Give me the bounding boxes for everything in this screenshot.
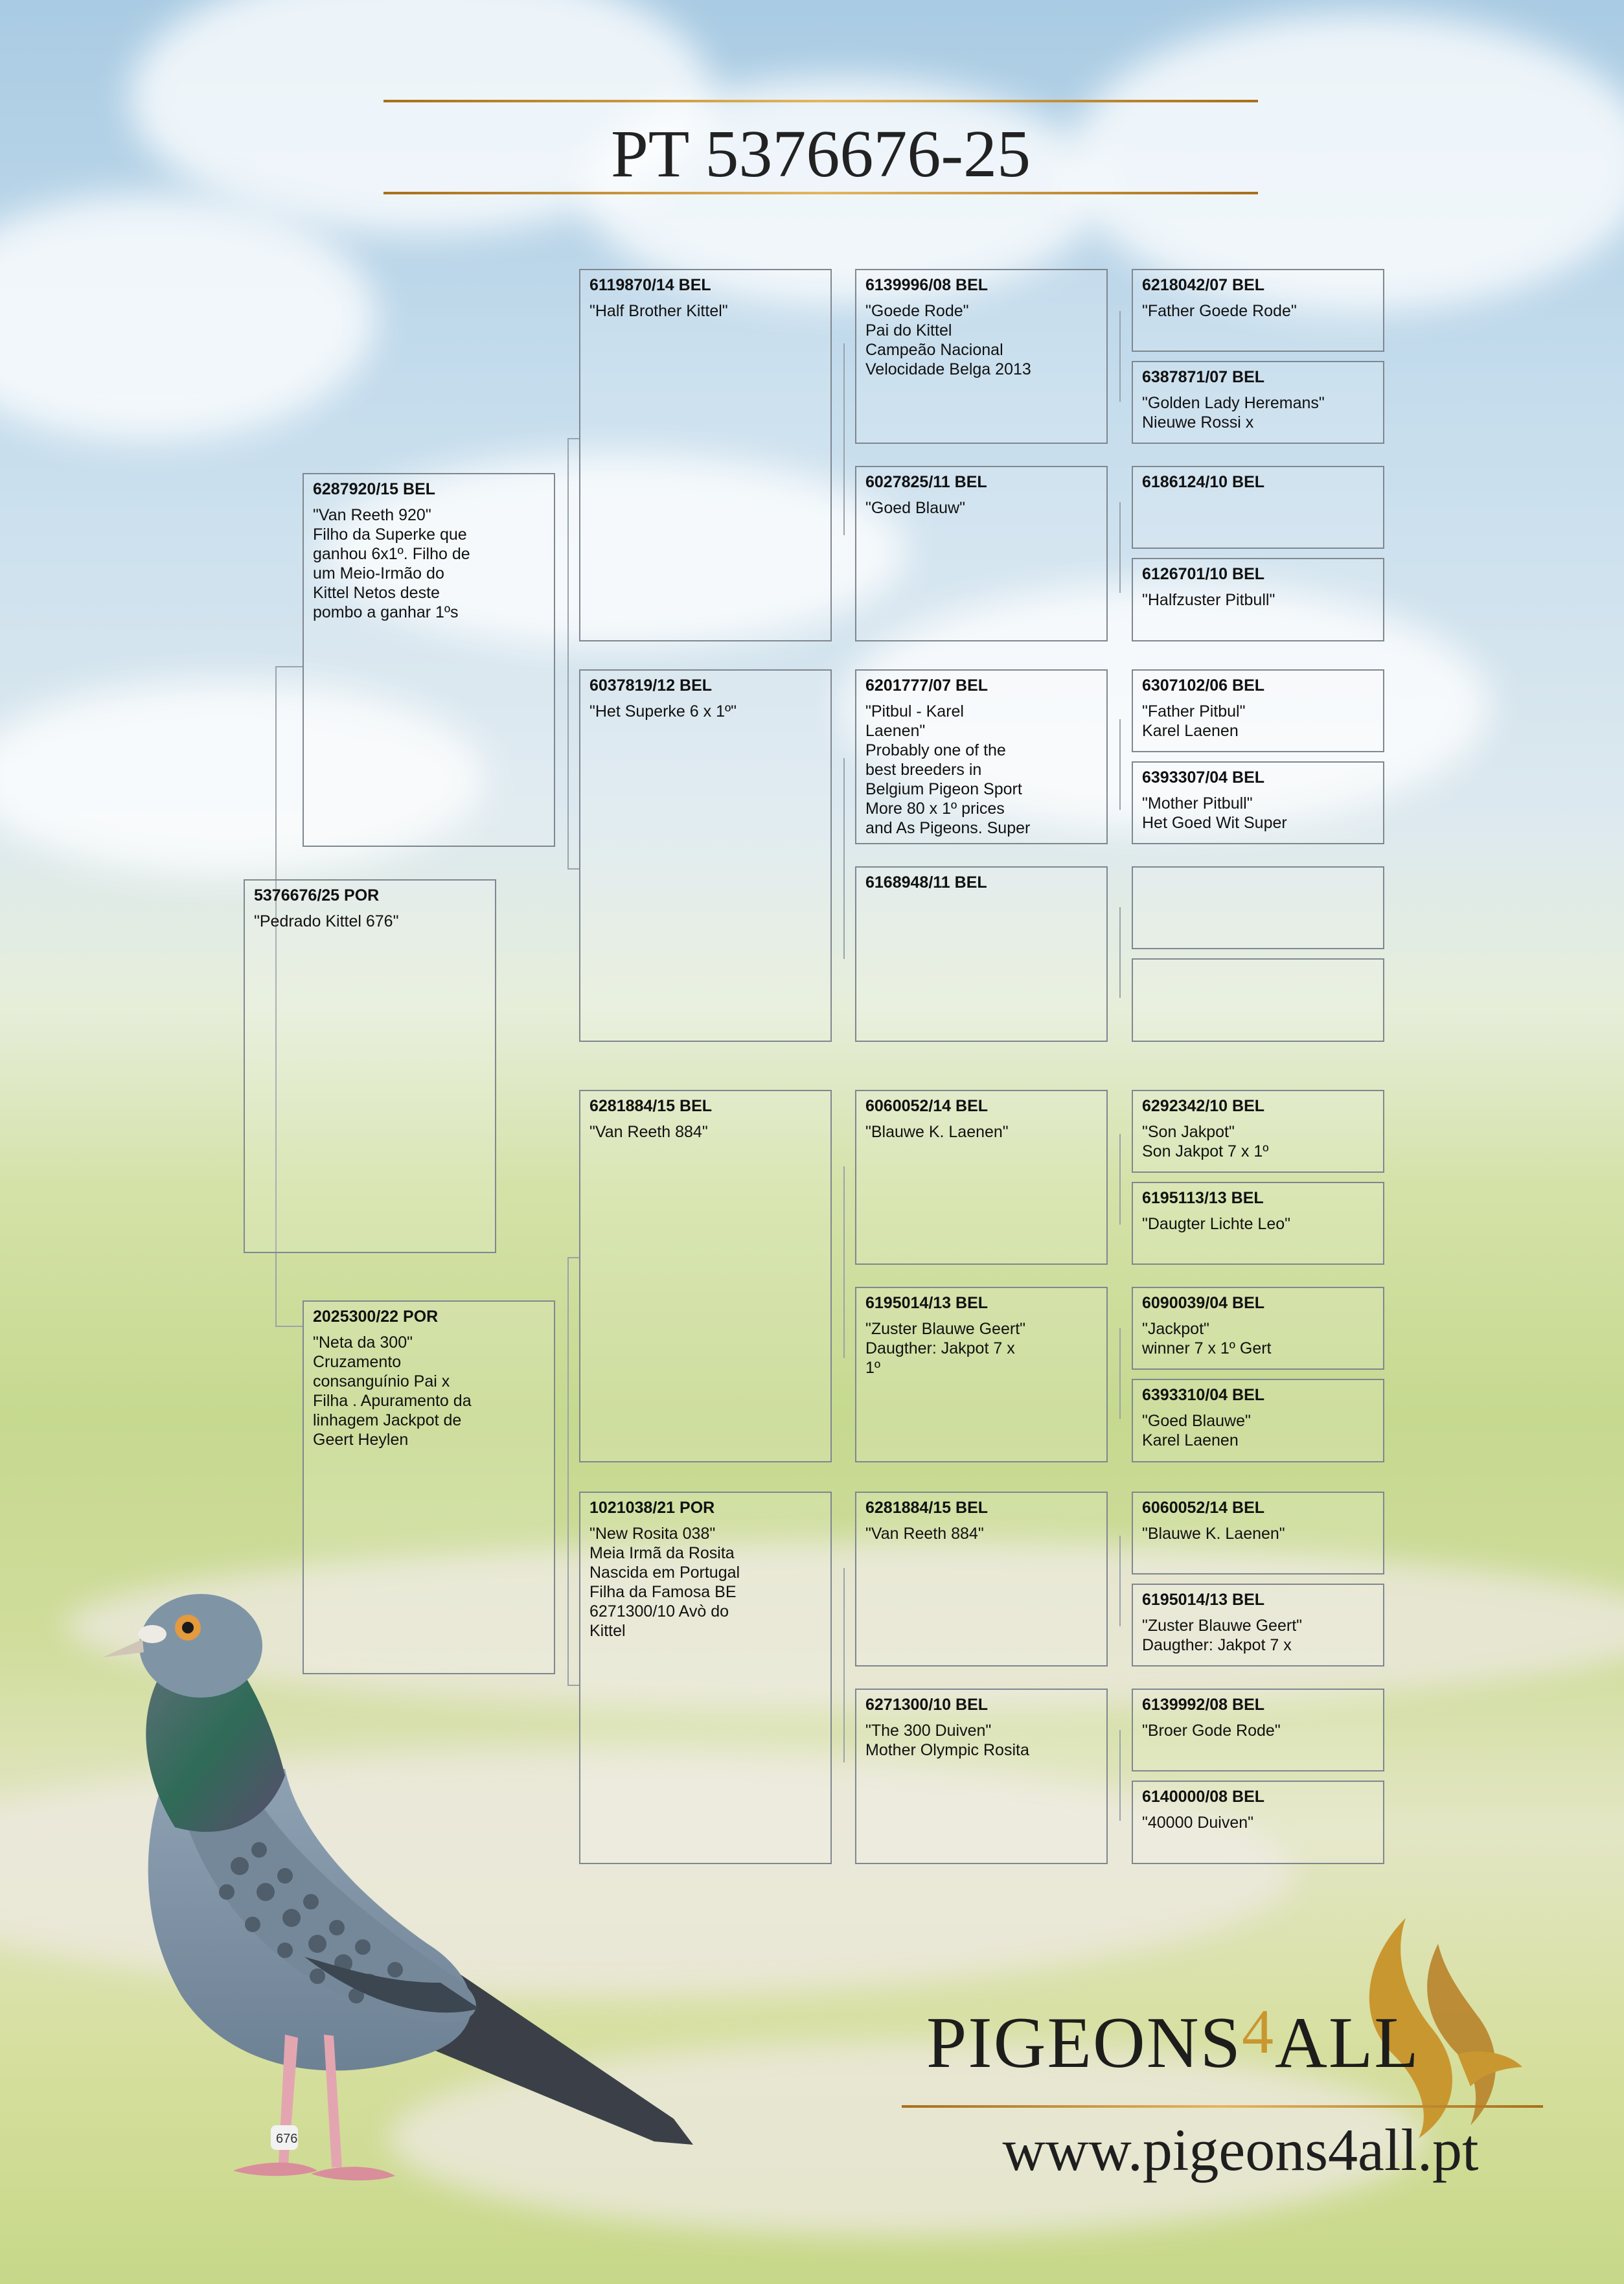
pigeon-name: "40000 Duiven" [1142,1814,1254,1832]
ring-number: 6201777/07 BEL [865,676,989,695]
pigeon-illustration [91,1555,726,2274]
ring-number: 6281884/15 BEL [589,1097,713,1115]
pedigree-gen5-box [1132,466,1384,549]
ring-number: 5376676/25 POR [254,886,380,905]
pigeon-name: "Golden Lady Heremans" Nieuwe Rossi x [1142,394,1325,432]
ring-number: 6186124/10 BEL [1142,473,1265,491]
logo-digit: 4 [1241,1997,1275,2067]
pigeon-name: "Blauwe K. Laenen" [1142,1525,1285,1543]
pigeon-name: "Van Reeth 884" [865,1525,984,1543]
pigeon-name: "Goede Rode" Pai do Kittel Campeão Nacional Velocidade Belga 2013 [865,302,1031,378]
title-rule-top [383,100,1258,102]
pedigree-gen4-box [855,866,1108,1042]
pedigree-gen4-box [855,669,1108,844]
pedigree-gen5-box-empty [1132,866,1384,949]
logo-wordmark [926,1996,1420,2085]
ring-number: 6281884/15 BEL [865,1499,989,1517]
pigeon-name: "Van Reeth 920" Filho da Superke que ganhou 6x1º. Filho de um Meio-Irmão do Kittel Netos deste pombo a ganhar 1ºs [313,506,470,621]
pigeon-name: "Neta da 300" Cruzamento consanguínio Pai x Filha . Apuramento da linhagem Jackpot de Geert Heylen [313,1333,472,1449]
pedigree-gen3-box [579,1090,832,1462]
pedigree-gen4-box [855,1492,1108,1667]
pedigree-gen5-box [1132,1689,1384,1771]
ring-number: 2025300/22 POR [313,1308,439,1326]
pedigree-gen5-box [1132,361,1384,444]
pigeon-name: "Jackpot" winner 7 x 1º Gert [1142,1320,1272,1357]
ring-number: 6287920/15 BEL [313,480,436,498]
ring-number: 6387871/07 BEL [1142,368,1265,386]
ring-number: 6195113/13 BEL [1142,1189,1264,1207]
pigeon-name: "Father Pitbul" Karel Laenen [1142,702,1246,740]
pedigree-gen4-box [855,1287,1108,1462]
ring-number: 6195014/13 BEL [1142,1591,1265,1609]
pedigree-gen5-box [1132,669,1384,752]
ring-number: 6119870/14 BEL [589,276,711,294]
pigeon-name: "The 300 Duiven" Mother Olympic Rosita [865,1722,1029,1759]
ring-number: 6027825/11 BEL [865,473,987,491]
pedigree-gen5-box [1132,1182,1384,1265]
pigeon-name: "Father Goede Rode" [1142,302,1297,320]
pigeon-name: "Zuster Blauwe Geert" Daugther: Jakpot 7 x [1142,1617,1303,1654]
pigeon-name: "Zuster Blauwe Geert" Daugther: Jakpot 7 x 1º [865,1320,1026,1377]
leg-band-number: 676 [276,2132,298,2146]
logo-word-after: ALL [1274,2003,1420,2083]
pedigree-gen5-box [1132,1090,1384,1173]
pedigree-gen3-box [579,669,832,1042]
pedigree-gen5-box [1132,1287,1384,1370]
pedigree-gen5-box-empty [1132,958,1384,1042]
title-rule-bottom [383,192,1258,194]
pigeon-name: "Broer Gode Rode" [1142,1722,1281,1740]
pedigree-gen4-box [855,1689,1108,1864]
pigeon-name: "Mother Pitbull" Het Goed Wit Super [1142,794,1287,832]
pigeon-name: "Daugter Lichte Leo" [1142,1215,1291,1233]
pigeon-name: "Pitbul - Karel Laenen" Probably one of the best breeders in Belgium Pigeon Sport More 80 x 1º prices and As Pigeons. Super [865,702,1031,837]
website-url[interactable]: www.pigeons4all.pt [1002,2117,1479,2183]
ring-number: 6126701/10 BEL [1142,565,1265,583]
pigeon-name: "New Rosita 038" Meia Irmã da Rosita Nascida em Portugal Filha da Famosa BE 6271300/10 Avò do Kittel [589,1525,740,1640]
pigeon-name: "Son Jakpot" Son Jakpot 7 x 1º [1142,1123,1269,1160]
ring-number: 6271300/10 BEL [865,1696,989,1714]
ring-number: 6307102/06 BEL [1142,676,1265,695]
pigeon-name: "Half Brother Kittel" [589,302,728,320]
ring-number: 6060052/14 BEL [865,1097,989,1115]
ring-number: 6393307/04 BEL [1142,768,1265,787]
ring-number: 6037819/12 BEL [589,676,713,695]
ring-number: 6292342/10 BEL [1142,1097,1265,1115]
pedigree-gen5-box [1132,269,1384,352]
ring-number: 6218042/07 BEL [1142,276,1265,294]
pedigree-gen5-box [1132,761,1384,844]
ring-number: 6060052/14 BEL [1142,1499,1265,1517]
pigeon-name: "Halfzuster Pitbull" [1142,591,1275,609]
pedigree-gen5-box [1132,1781,1384,1864]
ring-number: 1021038/21 POR [589,1499,715,1517]
ring-number: 6168948/11 BEL [865,873,987,892]
pedigree-gen5-box [1132,1584,1384,1667]
pigeon-name: "Het Superke 6 x 1º" [589,702,737,721]
pigeon-name: "Goed Blauw" [865,499,965,517]
ring-number: 6090039/04 BEL [1142,1294,1265,1312]
pigeon-name: "Pedrado Kittel 676" [254,912,399,930]
page-title: PT 5376676-25 [610,117,1031,191]
ring-number: 6393310/04 BEL [1142,1386,1265,1404]
ring-number: 6139996/08 BEL [865,276,989,294]
pigeon-name: "Blauwe K. Laenen" [865,1123,1009,1141]
pedigree-gen5-box [1132,1492,1384,1575]
ring-number: 6139992/08 BEL [1142,1696,1265,1714]
ring-number: 6195014/13 BEL [865,1294,989,1312]
pedigree-gen4-box [855,466,1108,641]
pedigree-gen4-box [855,1090,1108,1265]
pedigree-gen5-box [1132,1379,1384,1462]
ring-number: 6140000/08 BEL [1142,1788,1265,1806]
pedigree-subject [244,879,496,1253]
pigeon-name: "Goed Blauwe" Karel Laenen [1142,1412,1251,1449]
logo-rule [902,2105,1543,2108]
pigeon-name: "Van Reeth 884" [589,1123,708,1141]
pedigree-gen3-box [579,269,832,641]
pedigree-sire [303,473,555,847]
pedigree-gen4-box [855,269,1108,444]
logo-word-before: PIGEONS [926,2003,1242,2083]
pedigree-gen5-box [1132,558,1384,641]
